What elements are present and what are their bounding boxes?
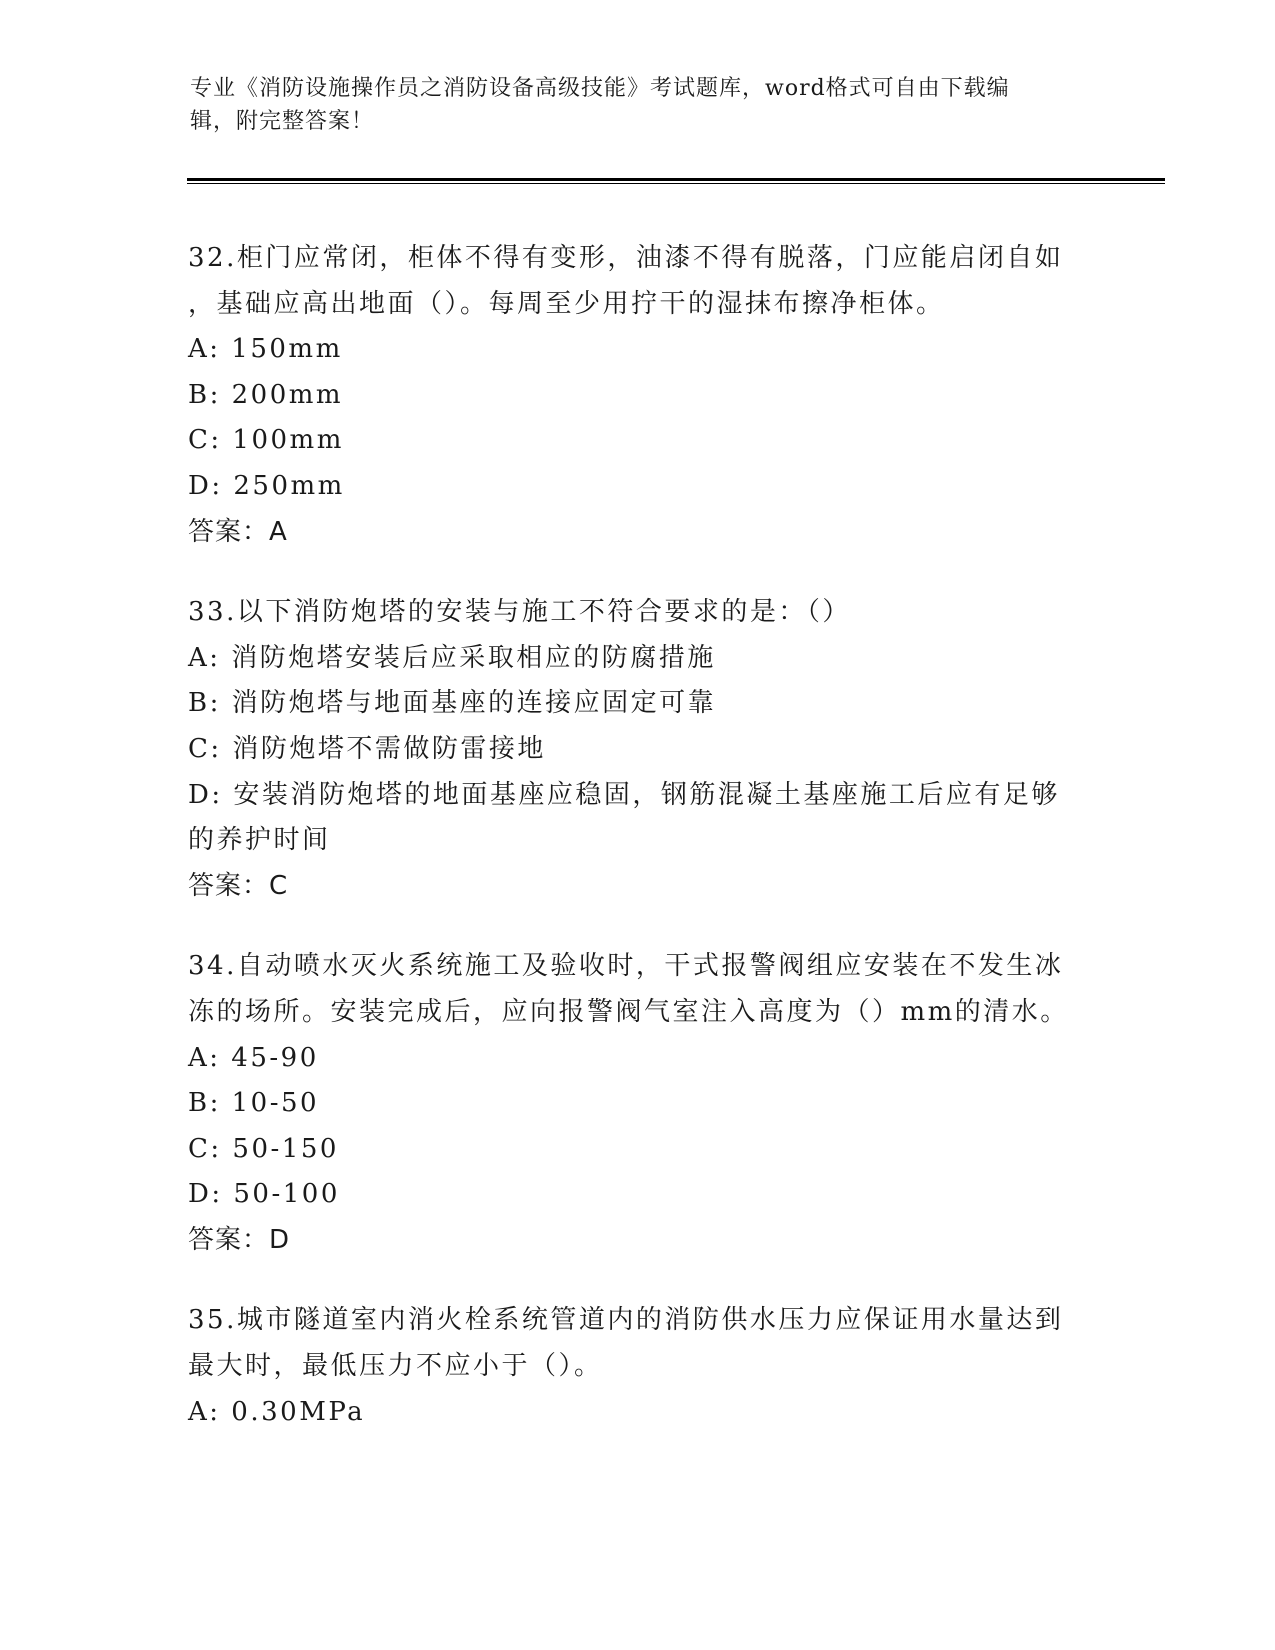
- header-divider-thin: [187, 183, 1165, 184]
- option-c: C: 100mm: [188, 425, 344, 456]
- answer-line: 答案：C: [188, 870, 289, 901]
- question-stem: 最大时，最低压力不应小于（）。: [188, 1351, 603, 1382]
- question-33: [188, 590, 1088, 909]
- question-34: [188, 944, 1088, 1263]
- option-c: C: 50-150: [188, 1133, 339, 1164]
- question-stem: ，基础应高出地面（）。每周至少用拧干的湿抹布擦净柜体。: [188, 288, 945, 319]
- question-stem: 35.城市隧道室内消火栓系统管道内的消防供水压力应保证用水量达到: [188, 1305, 1064, 1336]
- header-line-2: 辑，附完整答案！: [190, 109, 375, 134]
- question-32: [188, 236, 1088, 555]
- option-b: B: 10-50: [188, 1088, 320, 1119]
- option-c: C: 消防炮塔不需做防雷接地: [188, 733, 546, 764]
- answer-line: 答案：A: [188, 516, 288, 547]
- option-b: B: 200mm: [188, 379, 344, 410]
- option-a: A: 消防炮塔安装后应采取相应的防腐措施: [188, 642, 716, 673]
- option-b: B: 消防炮塔与地面基座的连接应固定可靠: [188, 688, 717, 719]
- option-d: D: 250mm: [188, 470, 345, 501]
- question-stem: 冻的场所。安装完成后，应向报警阀气室注入高度为（）mm的清水。: [188, 996, 1069, 1027]
- question-stem: 33.以下消防炮塔的安装与施工不符合要求的是：（）: [188, 597, 851, 628]
- answer-line: 答案：D: [188, 1224, 291, 1255]
- option-d: D: 50-100: [188, 1179, 340, 1210]
- option-d: D: 安装消防炮塔的地面基座应稳固，钢筋混凝土基座施工后应有足够: [188, 779, 1060, 810]
- option-a: A: 0.30MPa: [188, 1396, 366, 1427]
- question-35: [188, 1298, 1088, 1435]
- document-header: [190, 72, 1070, 138]
- option-a: A: 150mm: [188, 334, 343, 365]
- question-stem: 34.自动喷水灭火系统施工及验收时，干式报警阀组应安装在不发生冰: [188, 951, 1064, 982]
- header-divider-thick: [187, 178, 1165, 181]
- question-stem: 32.柜门应常闭，柜体不得有变形，油漆不得有脱落，门应能启闭自如: [188, 243, 1064, 273]
- option-d-continued: 的养护时间: [188, 825, 331, 856]
- question-list: [188, 236, 1088, 1470]
- option-a: A: 45-90: [188, 1042, 319, 1073]
- header-line-1: 专业《消防设施操作员之消防设备高级技能》考试题库，word格式可自由下载编: [190, 76, 1010, 101]
